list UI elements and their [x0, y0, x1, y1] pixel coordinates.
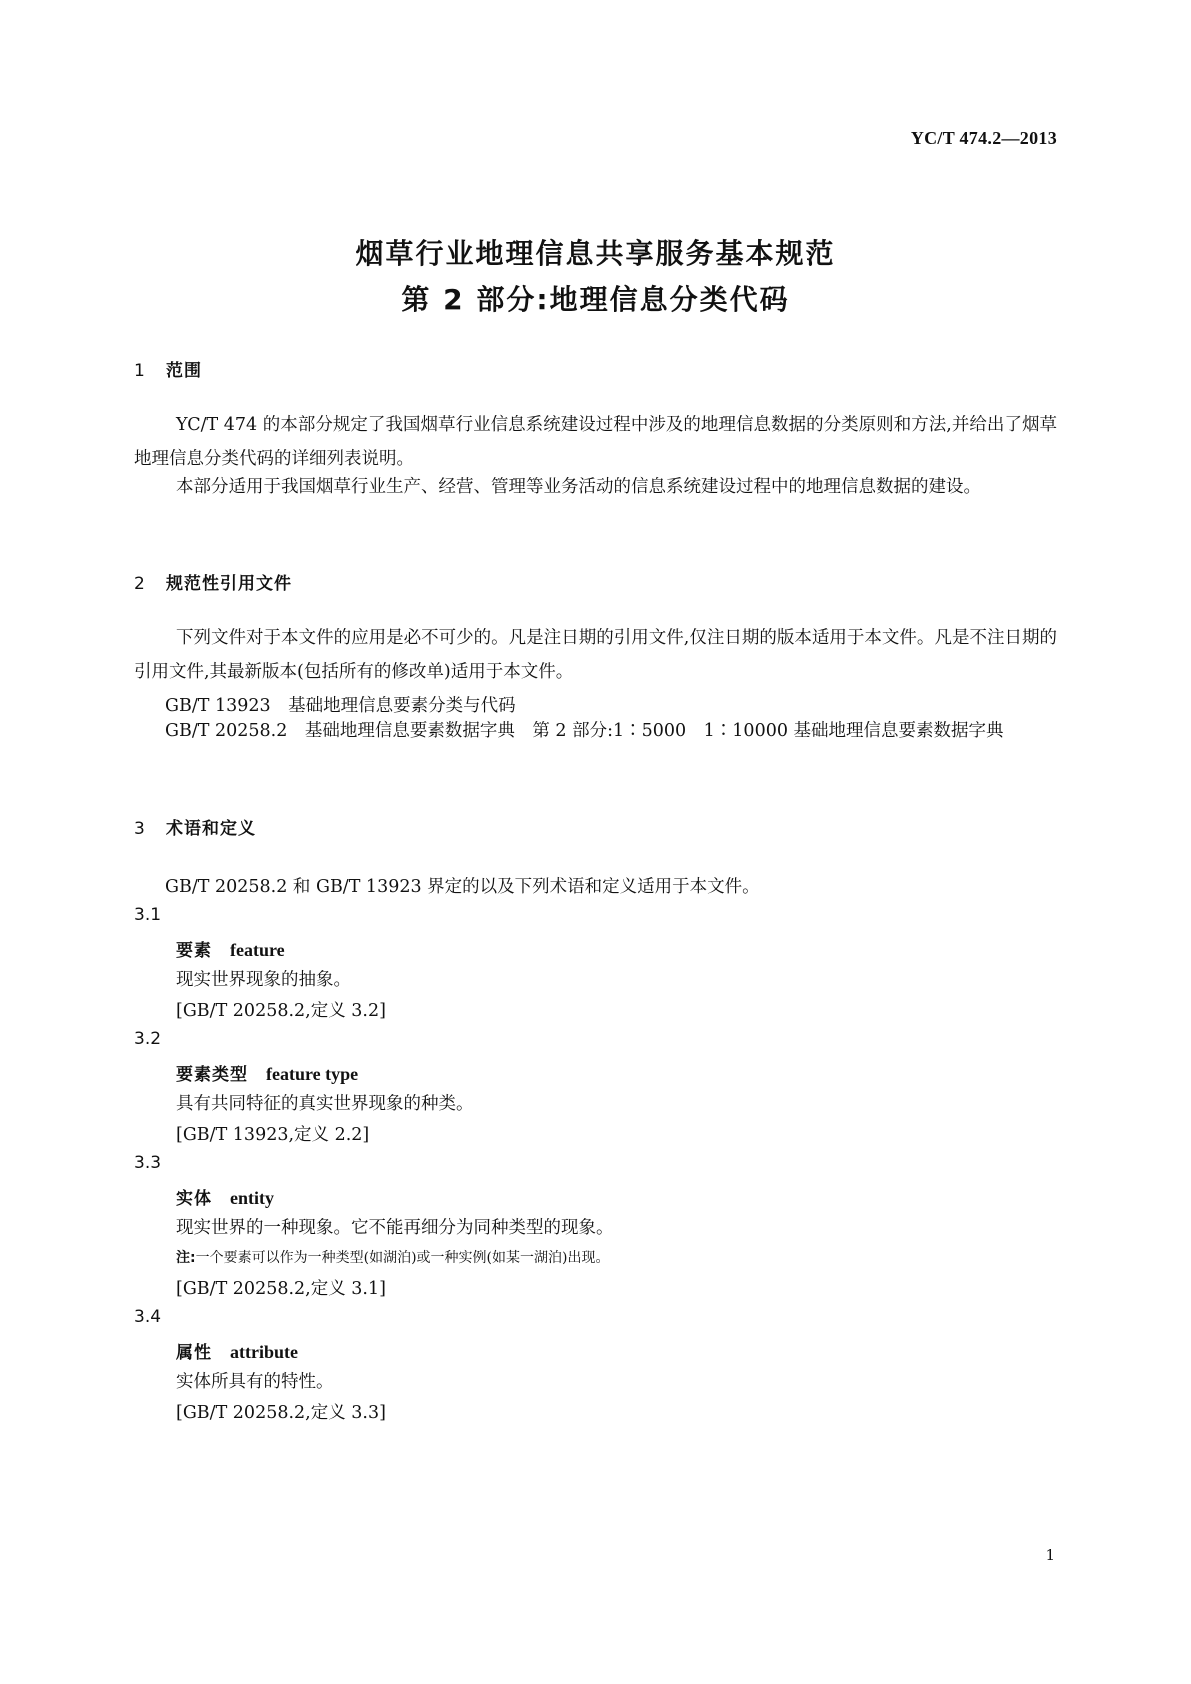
references-paragraph: 下列文件对于本文件的应用是必不可少的。凡是注日期的引用文件,仅注日期的版本适用于本文件。凡是不注日期的引用文件,其最新版本(包括所有的修改单)适用于本文件。	[134, 628, 1057, 682]
term-source: [GB/T 13923,定义 2.2]	[176, 1125, 370, 1145]
section-number: 1	[134, 361, 146, 381]
term-name-cn: 要素类型	[176, 1065, 248, 1085]
term-name	[176, 936, 285, 961]
term-name-en: entity	[230, 1188, 274, 1208]
term-name-en: feature	[230, 940, 285, 960]
term-name-cn: 实体	[176, 1189, 212, 1209]
term-number: 3.2	[134, 1029, 162, 1049]
note-text: 一个要素可以作为一种类型(如湖泊)或一种实例(如某一湖泊)出现。	[195, 1250, 610, 1266]
page-number: 1	[1045, 1546, 1055, 1564]
standard-code: YC/T 474.2—2013	[910, 128, 1057, 148]
reference-item-1: GB/T 13923 基础地理信息要素分类与代码	[165, 696, 516, 716]
term-name-cn: 属性	[176, 1343, 212, 1363]
term-definition: 现实世界的一种现象。它不能再细分为同种类型的现象。	[176, 1218, 614, 1238]
term-definition: 实体所具有的特性。	[176, 1372, 334, 1392]
scope-paragraph-1: YC/T 474 的本部分规定了我国烟草行业信息系统建设过程中涉及的地理信息数据的分类原则和方法,并给出了烟草地理信息分类代码的详细列表说明。	[134, 415, 1057, 469]
section-number: 2	[134, 574, 146, 594]
term-number: 3.3	[134, 1153, 162, 1173]
term-note	[176, 1247, 609, 1267]
section-number: 3	[134, 819, 146, 839]
term-name-cn: 要素	[176, 941, 212, 961]
document-subtitle: 第 2 部分:地理信息分类代码	[401, 283, 790, 316]
term-name	[176, 1184, 274, 1209]
term-name	[176, 1060, 358, 1085]
terms-intro: GB/T 20258.2 和 GB/T 13923 界定的以及下列术语和定义适用于本文件。	[165, 877, 760, 897]
scope-paragraph-2: 本部分适用于我国烟草行业生产、经营、管理等业务活动的信息系统建设过程中的地理信息数据的建设。	[176, 477, 981, 497]
term-source: [GB/T 20258.2,定义 3.3]	[176, 1403, 386, 1423]
section-heading-terms	[134, 814, 256, 839]
section-title: 范围	[166, 361, 202, 381]
section-heading-scope	[134, 356, 202, 381]
term-number: 3.1	[134, 905, 162, 925]
note-label: 注:	[176, 1250, 196, 1266]
term-source: [GB/T 20258.2,定义 3.1]	[176, 1279, 386, 1299]
term-definition: 现实世界现象的抽象。	[176, 970, 351, 990]
term-name-en: feature type	[266, 1064, 359, 1084]
section-title: 规范性引用文件	[166, 574, 292, 594]
reference-item-2: GB/T 20258.2 基础地理信息要素数据字典 第 2 部分:1∶5000 1∶10000 基础地理信息要素数据字典	[165, 721, 1004, 741]
section-title: 术语和定义	[166, 819, 256, 839]
section-heading-normative-references	[134, 569, 292, 594]
term-source: [GB/T 20258.2,定义 3.2]	[176, 1001, 386, 1021]
term-name-en: attribute	[230, 1342, 298, 1362]
term-name	[176, 1338, 298, 1363]
term-number: 3.4	[134, 1307, 162, 1327]
term-definition: 具有共同特征的真实世界现象的种类。	[176, 1094, 474, 1114]
document-title: 烟草行业地理信息共享服务基本规范	[355, 237, 836, 270]
